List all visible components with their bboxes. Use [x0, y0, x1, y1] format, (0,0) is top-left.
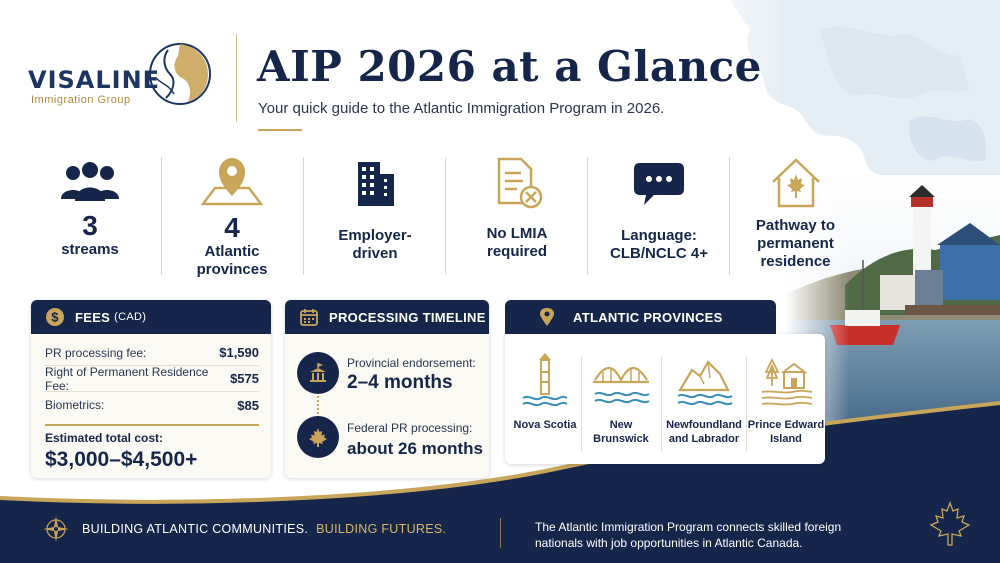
fees-card: [31, 300, 271, 478]
fee-amount: $575: [230, 371, 259, 386]
fee-amount: $1,590: [219, 345, 259, 360]
stat-label: Pathway to permanent residence: [755, 217, 836, 270]
stat-label: No LMIA required: [486, 225, 548, 260]
fees-currency: (CAD): [114, 311, 147, 323]
farmhouse-icon: [758, 356, 814, 408]
province-name: Nova Scotia: [513, 419, 577, 431]
footer-tagline-part1: BUILDING ATLANTIC COMMUNITIES.: [82, 522, 309, 536]
chat-bubble-icon: [632, 159, 686, 207]
fee-label: Biometrics:: [45, 398, 105, 412]
processing-timeline-card: [285, 300, 489, 478]
stat-value: 3: [82, 210, 98, 241]
office-building-icon: [348, 158, 402, 208]
iceberg-icon: [674, 358, 734, 408]
footer-tagline: [42, 515, 446, 543]
globe-silhouette-icon: [144, 38, 214, 110]
province-item: [582, 348, 660, 458]
svg-text:$: $: [51, 309, 59, 325]
house-maple-leaf-icon: [767, 156, 825, 210]
stat-divider: [729, 157, 730, 275]
timeline-step-label: Provincial endorsement:: [347, 356, 476, 370]
page-title: AIP 2026 at a Glance: [257, 42, 762, 91]
stat-provinces: [163, 155, 301, 285]
province-name: New Brunswick: [593, 419, 649, 445]
fee-row: [45, 340, 259, 366]
timeline-step-value: about 26 months: [347, 439, 484, 458]
province-item: [506, 348, 584, 458]
map-pin-icon: [197, 156, 267, 210]
province-item: [747, 348, 825, 458]
provinces-card-header: [505, 300, 776, 334]
provincial-building-icon: [297, 352, 339, 394]
stat-no-lmia: [447, 155, 587, 285]
timeline-step-value: 2–4 months: [347, 372, 453, 393]
compass-rose-icon: [42, 515, 70, 543]
company-logo: [28, 38, 218, 118]
fees-title: FEES: [75, 309, 111, 325]
stat-employer: [305, 155, 445, 285]
stat-pathway: [731, 155, 860, 285]
stat-label: Employer-driven: [338, 227, 412, 262]
fee-row: [45, 392, 259, 418]
stat-label: streams: [61, 241, 119, 258]
province-name: Newfoundland and Labrador: [666, 419, 742, 445]
title-underline: [258, 129, 302, 131]
footer-description: The Atlantic Immigration Program connects skilled foreign nationals with job opportunities in Atlantic Canada.: [535, 520, 842, 550]
people-icon: [57, 161, 123, 205]
provinces-list: [505, 334, 825, 464]
logo-wordmark: VISALINE: [28, 66, 161, 94]
lighthouse-icon: [519, 350, 571, 408]
atlantic-provinces-card: [505, 300, 825, 478]
footer-divider: [500, 518, 501, 548]
provinces-title: ATLANTIC PROVINCES: [573, 309, 723, 325]
header-divider: [236, 34, 237, 122]
stat-label: Atlantic provinces: [196, 243, 268, 278]
map-pin-icon: [539, 307, 555, 327]
dollar-coin-icon: [45, 307, 65, 327]
logo-tagline: Immigration Group: [31, 94, 131, 106]
stat-streams: [20, 155, 160, 285]
fee-total-label: Estimated total cost:: [45, 431, 164, 445]
timeline-step-label: Federal PR processing:: [347, 421, 473, 435]
stat-label: Language: CLB/NCLC 4+: [610, 227, 708, 262]
fee-divider: [45, 424, 259, 426]
maple-leaf-outline-icon: [928, 500, 972, 548]
page-subtitle: Your quick guide to the Atlantic Immigration Program in 2026.: [258, 100, 665, 117]
stat-value: 4: [224, 212, 240, 243]
fee-label: PR processing fee:: [45, 345, 147, 360]
fee-total-value: $3,000–$4,500+: [45, 448, 198, 471]
fee-row: [45, 366, 259, 392]
timeline-title: PROCESSING TIMELINE: [329, 309, 486, 325]
fees-card-header: [31, 300, 271, 334]
timeline-connector: [317, 396, 319, 418]
fee-label: Right of Permanent Residence Fee:: [45, 364, 209, 393]
maple-leaf-icon: [297, 416, 339, 458]
bridge-icon: [591, 358, 651, 408]
stat-divider: [161, 157, 162, 275]
stat-divider: [303, 157, 304, 275]
calendar-icon: [299, 307, 319, 327]
stat-divider: [445, 157, 446, 275]
stat-divider: [587, 157, 588, 275]
stats-row: [20, 155, 860, 285]
fee-amount: $85: [237, 397, 259, 413]
province-item: [662, 348, 746, 458]
stat-language: [589, 155, 729, 285]
footer-tagline-part2: BUILDING FUTURES.: [316, 522, 447, 536]
document-x-icon: [489, 155, 545, 211]
province-name: Prince Edward Island: [747, 419, 825, 445]
timeline-card-header: [285, 300, 489, 334]
